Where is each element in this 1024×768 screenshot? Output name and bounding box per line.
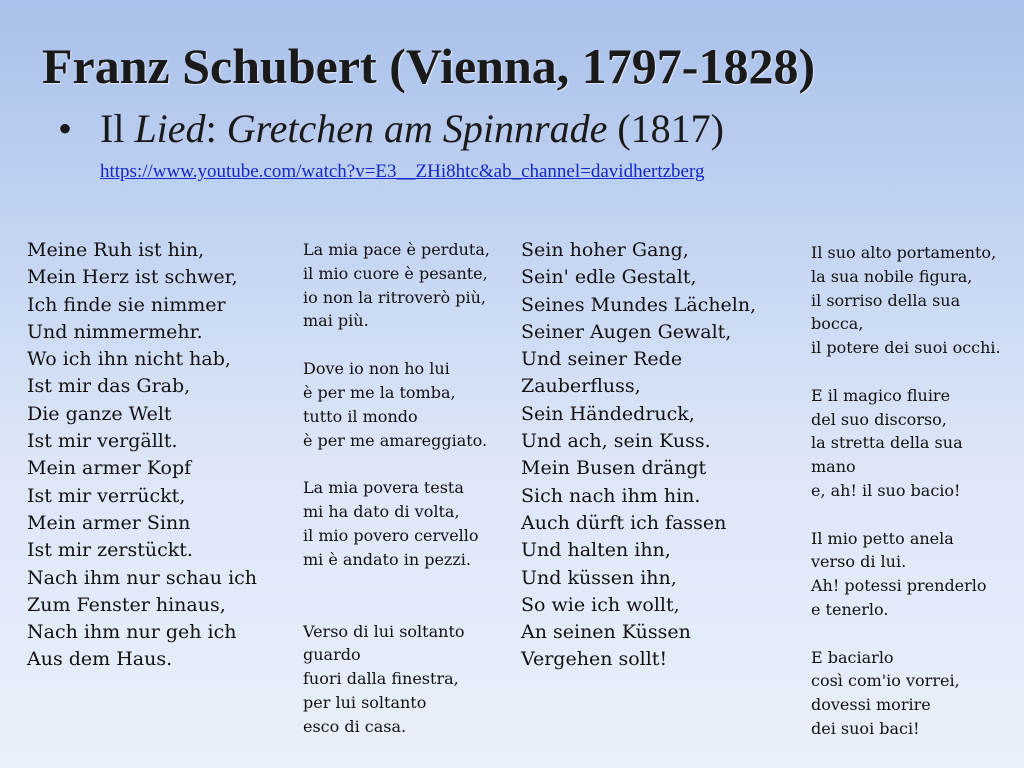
translation-line: La mia povera testa [303,478,464,498]
subtitle-work-title: Gretchen am Spinnrade [226,106,608,151]
lyric-line: An seinen Küssen [521,621,691,644]
translation-line: è per me la tomba, [303,382,456,402]
youtube-link[interactable]: https://www.youtube.com/watch?v=E3__ZHi8htc&ab_channel=davidhertzberg [100,161,705,182]
translation-line: dei suoi baci! [811,718,920,738]
lyric-line: Mein armer Kopf [27,457,192,480]
german-lyrics-column-1 [27,237,257,674]
lyric-line: Meine Ruh ist hin, [27,239,205,261]
lyric-line: Ist mir vergällt. [27,430,178,453]
lyric-line: So wie ich wollt, [521,593,680,616]
stanza-gap [811,503,1001,527]
lyric-line: Die ganze Welt [27,402,172,425]
stanza-gap [811,360,1001,384]
lyric-line: Und seiner Rede [521,348,683,371]
lyric-line: Sein Händedruck, [521,402,695,425]
lyric-line: Und nimmermehr. [27,320,203,343]
translation-line: il potere dei suoi occhi. [811,338,1001,358]
subtitle-lied: Lied [134,106,206,151]
lyric-line: Ist mir verrückt, [27,484,186,507]
lyric-line: Nach ihm nur geh ich [27,621,237,644]
translation-line: la sua nobile figura, [811,266,973,286]
translation-line: per lui soltanto [303,692,427,712]
lyric-line: Wo ich ihn nicht hab, [27,348,231,371]
lyric-line: Mein armer Sinn [27,511,191,534]
translation-line: verso di lui. [811,552,907,572]
lyric-line: Seines Mundes Lächeln, [521,293,757,316]
translation-line: guardo [303,645,361,665]
lyric-line: Aus dem Haus. [27,648,173,671]
stanza-gap [303,333,490,357]
subtitle-year: (1817) [607,106,724,151]
italian-translation-column-1 [303,238,490,739]
lyric-line: Vergehen sollt! [521,648,668,671]
subtitle-colon: : [205,106,227,151]
lyric-line: Zauberfluss, [521,375,641,398]
translation-line: la stretta della sua [811,433,963,453]
translation-line: così com'io vorrei, [811,671,960,691]
translation-line: esco di casa. [303,716,407,736]
slide-title: Franz Schubert (Vienna, 1797-1828) [42,38,816,94]
lyric-line: Sein hoher Gang, [521,239,689,261]
stanza-gap [811,622,1001,646]
lyric-line: Nach ihm nur schau ich [27,566,258,589]
translation-line: bocca, [811,314,864,334]
lyric-line: Mein Busen drängt [521,457,707,480]
lyric-line: Mein Herz ist schwer, [27,266,238,289]
lyric-line: Seiner Augen Gewalt, [521,320,732,343]
translation-line: Il mio petto anela [811,528,954,548]
lyric-line: Ist mir zerstückt. [27,539,193,562]
translation-line: La mia pace è perduta, [303,240,490,259]
lyric-line: Ist mir das Grab, [27,375,191,398]
translation-line: mano [811,457,856,477]
translation-line: il sorriso della sua [811,290,961,310]
lyric-line: Zum Fenster hinaus, [27,593,226,616]
translation-line: mi è andato in pezzi. [303,549,471,569]
translation-line: Dove io non ho lui [303,359,450,379]
translation-line: Il suo alto portamento, [811,243,997,262]
lyric-line: Und halten ihn, [521,539,671,562]
lyric-line: Auch dürft ich fassen [521,511,727,534]
subtitle-prefix: Il [100,106,135,151]
translation-line: E il magico fluire [811,385,951,405]
translation-line: è per me amareggiato. [303,430,488,450]
italian-translation-column-2 [811,241,1001,741]
german-lyrics-column-2 [521,237,756,674]
translation-line: del suo discorso, [811,409,947,429]
translation-line: e tenerlo. [811,599,889,619]
translation-line: Verso di lui soltanto [303,621,465,641]
translation-line: dovessi morire [811,695,931,715]
translation-line: il mio cuore è pesante, [303,263,488,283]
lyric-line: Sich nach ihm hin. [521,484,701,507]
translation-line: E baciarlo [811,647,894,667]
lyric-line: Sein' edle Gestalt, [521,266,697,289]
translation-line: mi ha dato di volta, [303,502,460,522]
translation-line: il mio povero cervello [303,525,479,545]
lyric-line: Und ach, sein Kuss. [521,430,711,453]
lyric-line: Ich finde sie nimmer [27,293,226,316]
translation-line: io non la ritroverò più, [303,287,487,307]
translation-line: fuori dalla finestra, [303,669,459,689]
lyric-line: Und küssen ihn, [521,566,677,589]
translation-line: mai più. [303,311,369,331]
translation-line: tutto il mondo [303,406,418,426]
translation-line: Ah! potessi prenderlo [811,576,987,596]
translation-line: e, ah! il suo bacio! [811,480,961,500]
subtitle-bullet-line [58,104,724,154]
stanza-gap [303,452,490,476]
stanza-gap [303,572,490,620]
bullet-icon: • [58,106,73,151]
